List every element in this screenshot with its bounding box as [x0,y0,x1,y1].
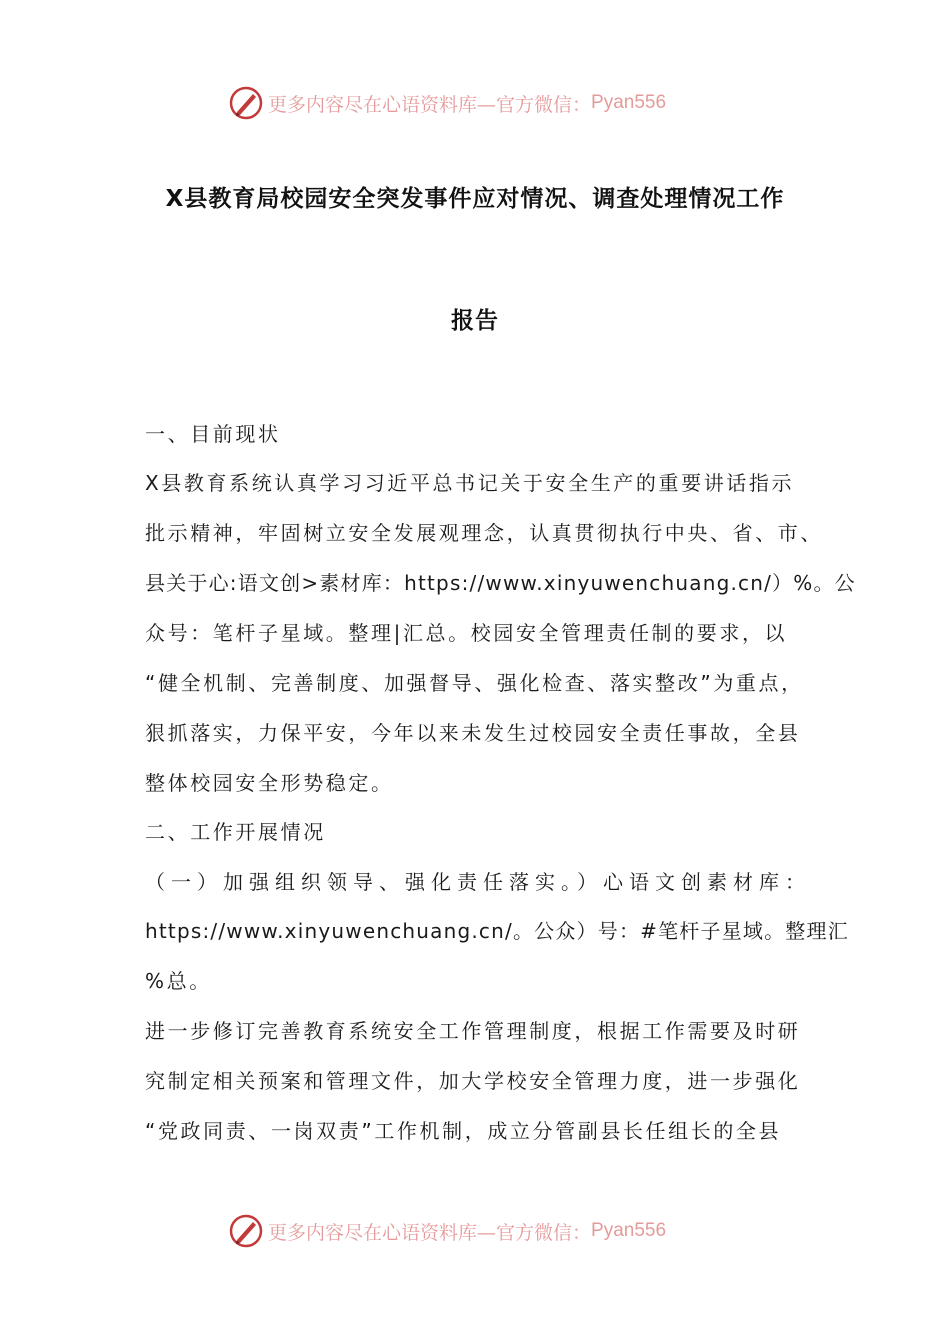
watermark-text: 更多内容尽在心语资料库—官方微信： [268,93,592,116]
document-title-line-1: X县教育局校园安全突发事件应对情况、调查处理情况工作 [165,186,785,212]
pen-circle-logo-icon [228,85,264,121]
body-line: 众号：笔杆子星域。整理|汇总。校园安全管理责任制的要求，以 [145,621,788,645]
body-line: “健全机制、完善制度、加强督导、强化检查、落实整改”为重点， [145,671,804,695]
body-line: 究制定相关预案和管理文件，加大学校安全管理力度，进一步强化 [145,1069,801,1093]
body-line: 进一步修订完善教育系统安全工作管理制度，根据工作需要及时研 [145,1019,801,1043]
body-line: 狠抓落实，力保平安，今年以来未发生过校园安全责任事故，全县 [145,721,801,745]
body-line: 县关于心:语文创>素材库：https://www.xinyuwenchuang.cn/）%。公 [145,571,856,595]
body-line: 批示精神，牢固树立安全发展观理念，认真贯彻执行中央、省、市、 [145,521,823,545]
watermark-wechat-id: Pyan556 [591,92,667,113]
watermark-banner-bottom [228,1211,748,1251]
document-title-line-2: 报告 [451,308,499,334]
section-heading-2: 二、工作开展情况 [145,820,326,844]
subsection-heading-1: （一）加强组织领导、强化责任落实。）心语文创素材库： [145,870,811,894]
pen-circle-logo-icon [228,1213,264,1249]
section-heading-1: 一、目前现状 [145,422,281,446]
watermark-banner-top [228,83,748,123]
body-line: “党政同责、一岗双责”工作机制，成立分管副县长任组长的全县 [145,1119,782,1143]
body-line: https://www.xinyuwenchuang.cn/。公众）号：#笔杆子星域。整理汇 [145,919,849,943]
body-line: %总。 [145,969,212,993]
watermark-text: 更多内容尽在心语资料库—官方微信： [268,1221,592,1244]
watermark-wechat-id: Pyan556 [591,1220,667,1241]
body-line: X县教育系统认真学习习近平总书记关于安全生产的重要讲话指示 [145,471,795,495]
body-line: 整体校园安全形势稳定。 [145,771,394,795]
